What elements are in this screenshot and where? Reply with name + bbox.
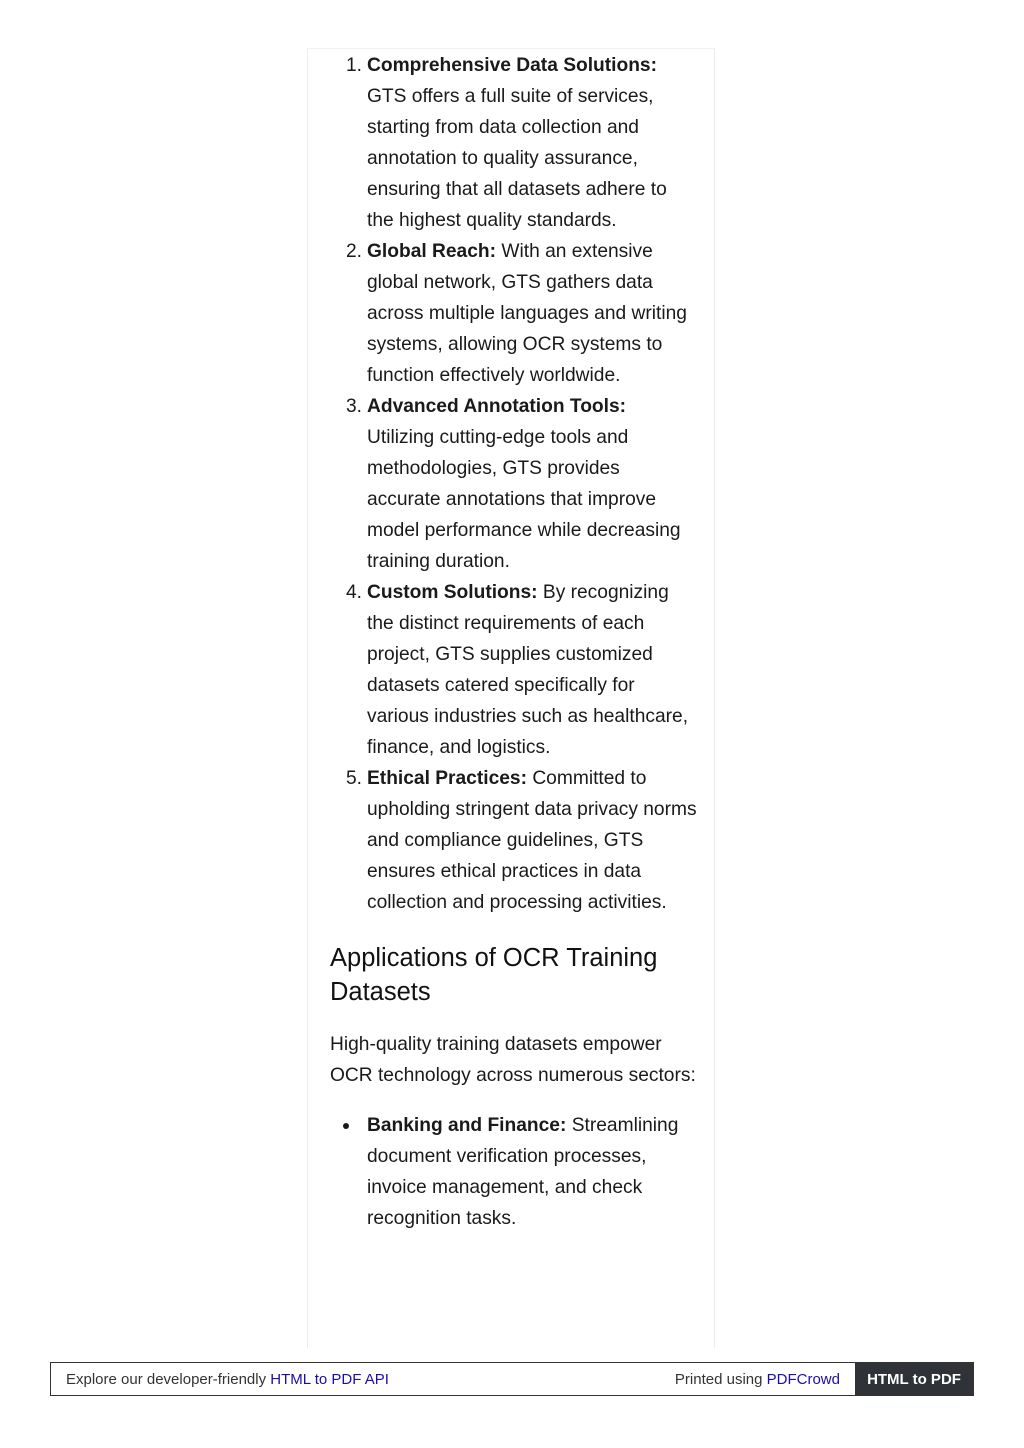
list-item [330,763,698,918]
list-number: 5. [345,768,362,789]
list-item [330,391,698,577]
footer-left-text: Explore our developer-friendly [66,1370,267,1388]
item-text: By recognizing the distinct requirements of each project, GTS supplies customized datasets catered specifically for various industries such as healthcare, finance, and logistics. [367,582,689,758]
section-heading: Applications of OCR Training Datasets [330,944,658,1006]
item-title: Banking and Finance: [367,1115,567,1136]
item-title: Global Reach: [367,241,497,262]
item-title: Ethical Practices: [367,768,527,789]
item-text: GTS offers a full suite of services, starting from data collection and annotation to quality assurance, ensuring that all datasets adhere to the highest quality standards. [367,86,667,231]
list-item [330,577,698,763]
pdfcrowd-link[interactable]: PDFCrowd [766,1370,840,1388]
pdfcrowd-footer [50,1362,974,1396]
item-text: With an extensive global network, GTS gathers data across multiple languages and writing systems, allowing OCR systems to function effectively worldwide. [367,241,687,386]
item-text: Committed to upholding stringent data privacy norms and compliance guidelines, GTS ensures ethical practices in data collection and processing activities. [367,768,697,913]
item-text: Utilizing cutting-edge tools and methodologies, GTS provides accurate annotations that improve model performance while decreasing training duration. [367,427,681,572]
html-to-pdf-api-link[interactable]: HTML to PDF API [270,1370,389,1388]
footer-left [51,1371,675,1388]
item-title: Custom Solutions: [367,582,538,603]
gts-benefits-list [330,50,698,918]
footer-right-text: Printed using [674,1370,763,1388]
article-column [307,48,715,1348]
list-number: 3. [345,396,362,417]
bullet-icon [343,1123,349,1129]
list-item [330,50,698,236]
applications-list [330,1110,698,1234]
list-number: 1. [345,55,362,76]
footer-right [675,1371,855,1388]
article-content [330,49,698,1234]
item-text: Streamlining document verification processes, invoice management, and check recognition tasks. [367,1115,679,1229]
list-number: 4. [345,582,362,603]
item-title: Advanced Annotation Tools: [367,396,627,417]
list-item [330,1110,698,1234]
section-intro-paragraph: High-quality training datasets empower OCR technology across numerous sectors: [330,1034,696,1086]
item-title: Comprehensive Data Solutions: [367,55,657,76]
html-to-pdf-badge[interactable]: HTML to PDF [855,1363,973,1395]
list-item [330,236,698,391]
list-number: 2. [345,241,362,262]
